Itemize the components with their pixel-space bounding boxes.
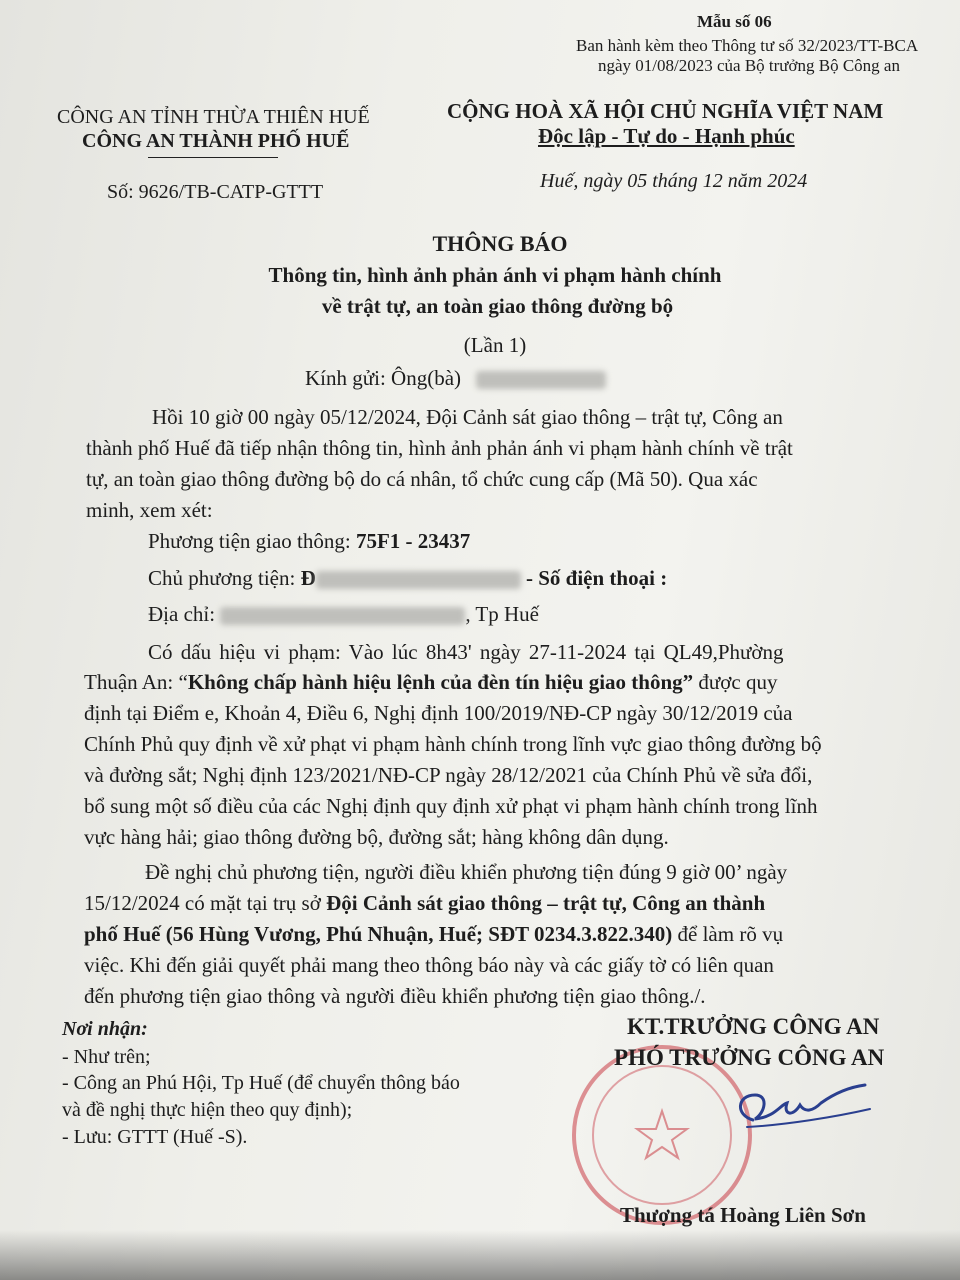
request-line4: việc. Khi đến giải quyết phải mang theo thông báo này và các giấy tờ có liên quan <box>84 953 774 977</box>
signer-role-1: KT.TRƯỞNG CÔNG AN <box>627 1014 880 1039</box>
violation-line3: định tại Điểm e, Khoản 4, Điều 6, Nghị định 100/2019/NĐ-CP ngày 30/12/2019 của <box>84 701 793 725</box>
violation-line1: Có dấu hiệu vi phạm: Vào lúc 8h43' ngày 27-11-2024 tại QL49,Phường <box>148 640 784 664</box>
owner-label: Chủ phương tiện: <box>148 566 301 590</box>
recipient-item: - Như trên; <box>62 1046 151 1068</box>
request-suffix: để làm rõ vụ <box>672 922 784 946</box>
address-line <box>148 602 539 627</box>
request-line5: đến phương tiện giao thông và người điều khiển phương tiện giao thông./. <box>84 984 706 1008</box>
seal-star-icon <box>576 1049 748 1221</box>
recipient-item: và đề nghị thực hiện theo quy định); <box>62 1099 353 1121</box>
violation-line2 <box>84 670 777 695</box>
license-plate: 75F1 - 23437 <box>355 529 471 553</box>
form-number: Mẫu số 06 <box>697 12 772 31</box>
violation-line4: Chính Phủ quy định về xử phạt vi phạm hành chính trong lĩnh vực giao thông đường bộ <box>84 732 822 756</box>
request-line3 <box>84 922 783 947</box>
addressee-label: Kính gửi: Ông(bà) <box>305 366 462 390</box>
request-line2 <box>84 891 765 916</box>
document-number: Số: 9626/TB-CATP-GTTT <box>107 181 324 203</box>
para1-line3: tự, an toàn giao thông đường bộ do cá nhân, tổ chức cung cấp (Mã 50). Qua xác <box>86 467 758 491</box>
vehicle-label: Phương tiện giao thông: <box>148 529 356 553</box>
redacted-name <box>476 371 606 389</box>
station-address: phố Huế (56 Hùng Vương, Phú Nhuận, Huế; SĐT 0234.3.822.340) <box>84 922 673 946</box>
violation-suffix: được quy <box>693 670 778 694</box>
org-name: CÔNG AN THÀNH PHỐ HUẾ <box>82 130 350 152</box>
violation-line6: bổ sung một số điều của các Nghị định quy định xử phạt vi phạm hành chính trong lĩnh <box>84 794 818 818</box>
signer-name: Thượng tá Hoàng Liên Sơn <box>620 1203 866 1227</box>
address-label: Địa chỉ: <box>148 602 221 626</box>
vehicle-line <box>148 529 470 554</box>
document-subtitle-1: Thông tin, hình ảnh phản ánh vi phạm hành chính <box>268 263 722 287</box>
para1-line4: minh, xem xét: <box>86 498 213 522</box>
violation-line5: và đường sắt; Nghị định 123/2021/NĐ-CP ngày 28/12/2021 của Chính Phủ về sửa đổi, <box>84 763 813 787</box>
para1-line2: thành phố Huế đã tiếp nhận thông tin, hình ảnh phản ánh vi phạm hành chính về trật <box>86 436 793 460</box>
attempt-number: (Lần 1) <box>463 333 527 357</box>
owner-line <box>148 566 667 591</box>
signer-role-2: PHÓ TRƯỞNG CÔNG AN <box>614 1045 885 1070</box>
para1-line1: Hồi 10 giờ 00 ngày 05/12/2024, Đội Cảnh sát giao thông – trật tự, Công an <box>152 405 783 429</box>
request-line1: Đề nghị chủ phương tiện, người điều khiển phương tiện đúng 9 giờ 00’ ngày <box>145 860 788 884</box>
form-reference-line1: Ban hành kèm theo Thông tư số 32/2023/TT-BCA <box>576 36 919 55</box>
country-name: CỘNG HOÀ XÃ HỘI CHỦ NGHĨA VIỆT NAM <box>447 99 884 123</box>
handwritten-signature <box>725 1075 875 1155</box>
place-date: Huế, ngày 05 tháng 12 năm 2024 <box>540 170 808 192</box>
org-parent: CÔNG AN TỈNH THỪA THIÊN HUẾ <box>57 106 370 128</box>
violation-line7: vực hàng hải; giao thông đường bộ, đường sắt; hàng không dân dụng. <box>84 825 669 849</box>
station-name: Đội Cảnh sát giao thông – trật tự, Công an thành <box>326 891 766 915</box>
recipient-item: - Công an Phú Hội, Tp Huế (để chuyển thông báo <box>62 1072 460 1094</box>
recipient-item: - Lưu: GTTT (Huế -S). <box>62 1126 248 1148</box>
addressee-line <box>305 366 606 391</box>
national-motto: Độc lập - Tự do - Hạnh phúc <box>538 124 795 148</box>
org-underline <box>148 157 278 158</box>
redacted-address <box>220 607 465 625</box>
document-title: THÔNG BÁO <box>432 231 568 256</box>
owner-initial: Đ <box>300 566 316 590</box>
request-prefix: 15/12/2024 có mặt tại trụ sở <box>84 891 327 915</box>
violation-name: Không chấp hành hiệu lệnh của đèn tín hiệu giao thông” <box>187 670 694 694</box>
document-subtitle-2: về trật tự, an toàn giao thông đường bộ <box>321 294 674 318</box>
address-city: , Tp Huế <box>465 602 539 626</box>
phone-label: - Số điện thoại : <box>520 566 668 590</box>
violation-prefix: Thuận An: “ <box>84 670 188 694</box>
redacted-owner <box>316 571 521 589</box>
recipients-title: Nơi nhận: <box>62 1018 148 1040</box>
form-reference-line2: ngày 01/08/2023 của Bộ trưởng Bộ Công an <box>598 56 900 75</box>
